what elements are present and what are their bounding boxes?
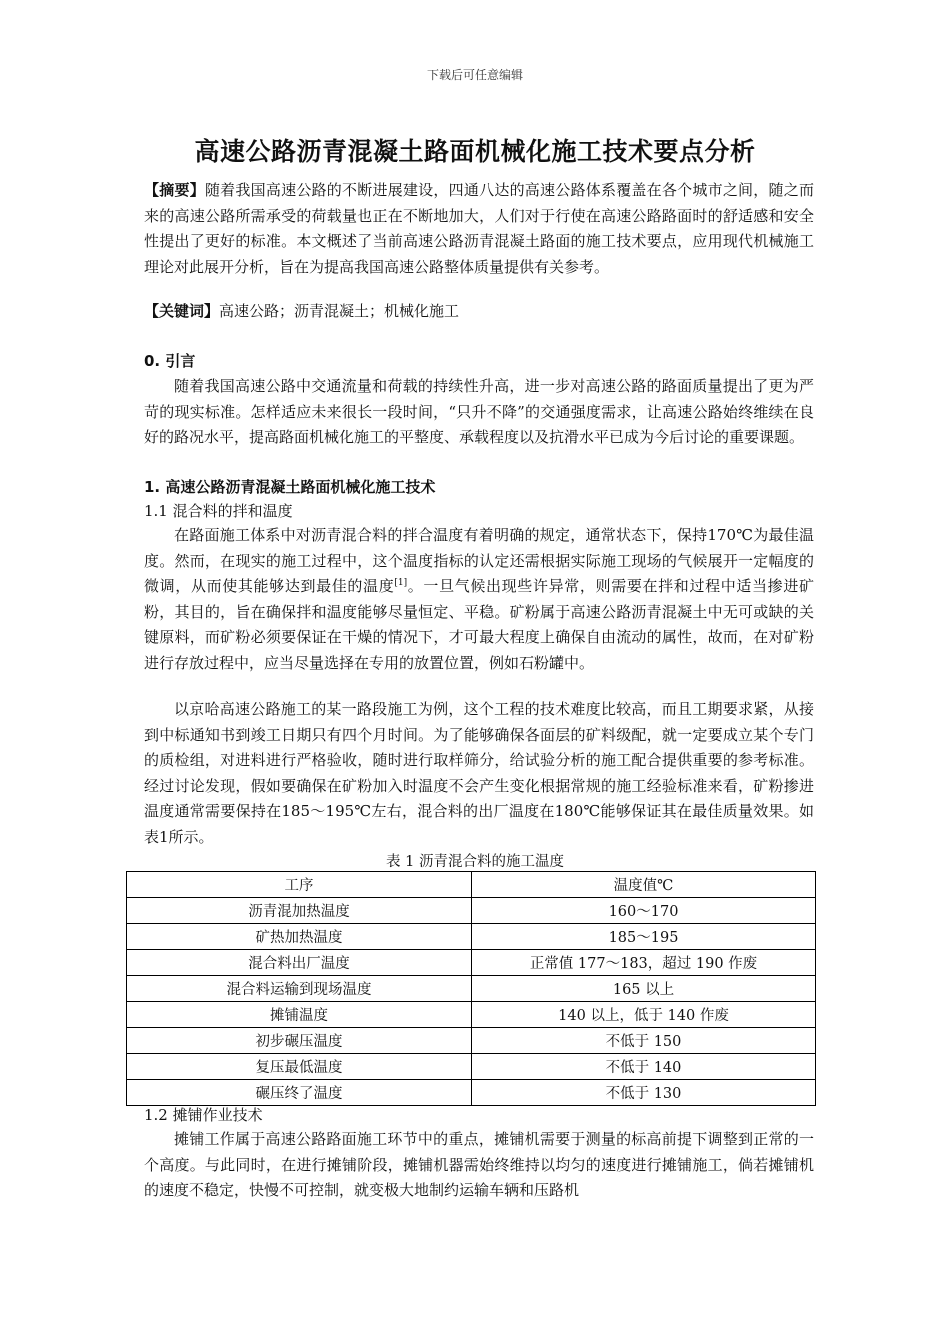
temperature-table xyxy=(126,871,816,1106)
table-row xyxy=(127,1080,816,1106)
subsection-1-2-heading: 1.2 摊铺作业技术 xyxy=(144,1106,263,1124)
paragraph-text: 在路面施工体系中对沥青混合料的拌合温度有着明确的规定，通常状态下，保持170℃为最佳温度。然而，在现实的施工过程中，这个温度指标的认定还需根据实际施工现场的气候展开一定幅度的微调，从而使其能够达到最佳的温度 xyxy=(144,526,814,595)
header-note: 下载后可任意编辑 xyxy=(426,68,523,82)
table-cell: 碾压终了温度 xyxy=(127,1080,472,1106)
subsection-1-1-paragraph-2: 以京哈高速公路施工的某一路段施工为例，这个工程的技术难度比较高，而且工期要求紧，从接到中标通知书到竣工日期只有四个月时间。为了能够确保各面层的矿料级配，就一定要成立某个专门的质检组，对进料进行严格验收，随时进行取样筛分，给试验分析的施工配合提供重要的参考标准。经过讨论发现，假如要确保在矿粉加入时温度不会产生变化根据常规的施工经验标准来看，矿粉掺进温度通常需要保持在185～195℃左右，混合料的出厂温度在180℃能够保证其在最佳质量效果。如表1所示。 xyxy=(144,700,814,846)
table-cell: 初步碾压温度 xyxy=(127,1028,472,1054)
table-row xyxy=(127,1002,816,1028)
section-0-paragraph: 随着我国高速公路中交通流量和荷载的持续性升高，进一步对高速公路的路面质量提出了更为严苛的现实标准。怎样适应未来很长一段时间，“只升不降”的交通强度需求，让高速公路始终维续在良好的路况水平，提高路面机械化施工的平整度、承载程度以及抗滑水平已成为今后讨论的重要课题。 xyxy=(144,377,814,446)
table-cell: 混合料出厂温度 xyxy=(127,950,472,976)
table-row xyxy=(127,1028,816,1054)
table-cell: 矿热加热温度 xyxy=(127,924,472,950)
table-header-cell: 工序 xyxy=(127,872,472,898)
table-header-row xyxy=(127,872,816,898)
table-cell: 混合料运输到现场温度 xyxy=(127,976,472,1002)
abstract-paragraph xyxy=(144,178,814,280)
section-0-heading: 0. 引言 xyxy=(144,352,196,370)
table-row xyxy=(127,898,816,924)
table-cell: 复压最低温度 xyxy=(127,1054,472,1080)
table-cell: 不低于 130 xyxy=(472,1080,816,1106)
subsection-1-1-heading: 1.1 混合料的拌和温度 xyxy=(144,502,293,520)
table-cell: 摊铺温度 xyxy=(127,1002,472,1028)
table-cell: 160～170 xyxy=(472,898,816,924)
paragraph-text: 。一旦气候出现些许异常，则需要在拌和过程中适当掺进矿粉，其目的，旨在确保拌和温度能够尽量恒定、平稳。矿粉属于高速公路沥青混凝土中无可或缺的关键原料，而矿粉必须要保证在干燥的情况下，才可最大程度上确保自由流动的属性，故而，在对矿粉进行存放过程中，应当尽量选择在专用的放置位置，例如石粉罐中。 xyxy=(144,577,814,672)
table-cell: 185～195 xyxy=(472,924,816,950)
table-row xyxy=(127,924,816,950)
table-header-cell: 温度值℃ xyxy=(472,872,816,898)
table-row xyxy=(127,976,816,1002)
keywords-label: 【关键词】 xyxy=(144,302,220,320)
table-row xyxy=(127,950,816,976)
table-cell: 140 以上，低于 140 作废 xyxy=(472,1002,816,1028)
subsection-1-2-paragraph: 摊铺工作属于高速公路路面施工环节中的重点，摊铺机需要于测量的标高前提下调整到正常的一个高度。与此同时，在进行摊铺阶段，摊铺机器需始终维持以均匀的速度进行摊铺施工，倘若摊铺机的速度不稳定，快慢不可控制，就变极大地制约运输车辆和压路机 xyxy=(144,1130,814,1199)
table-cell: 不低于 140 xyxy=(472,1054,816,1080)
table-caption: 表 1 沥青混合料的施工温度 xyxy=(386,854,564,870)
table-cell: 165 以上 xyxy=(472,976,816,1002)
citation-ref: [1] xyxy=(394,578,408,588)
abstract-text: 随着我国高速公路的不断进展建设，四通八达的高速公路体系覆盖在各个城市之间，随之而来的高速公路所需承受的荷载量也正在不断地加大，人们对于行使在高速公路路面时的舒适感和安全性提出了更好的标准。本文概述了当前高速公路沥青混凝土路面的施工技术要点，应用现代机械施工理论对此展开分析，旨在为提高我国高速公路整体质量提供有关参考。 xyxy=(144,181,814,276)
abstract-label: 【摘要】 xyxy=(144,181,205,199)
table-cell: 正常值 177～183，超过 190 作废 xyxy=(472,950,816,976)
table-row xyxy=(127,1054,816,1080)
section-1-heading: 1. 高速公路沥青混凝土路面机械化施工技术 xyxy=(144,478,436,496)
table-cell: 沥青混加热温度 xyxy=(127,898,472,924)
page-title: 高速公路沥青混凝土路面机械化施工技术要点分析 xyxy=(194,137,756,166)
keywords-text: 高速公路；沥青混凝土；机械化施工 xyxy=(219,302,460,320)
keywords-paragraph xyxy=(144,299,814,325)
subsection-1-1-paragraph-1 xyxy=(144,523,814,676)
table-cell: 不低于 150 xyxy=(472,1028,816,1054)
